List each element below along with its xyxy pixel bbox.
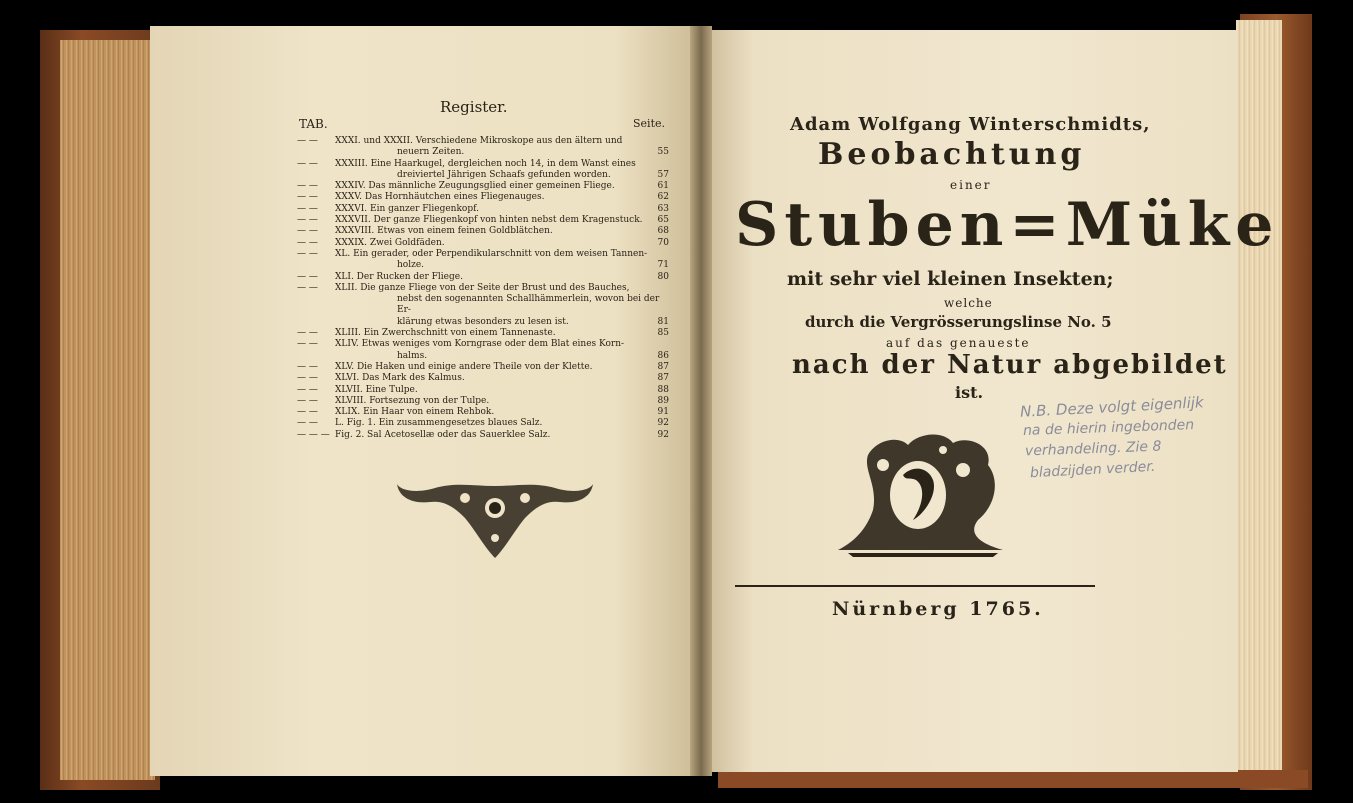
- entry-dash: — —: [297, 248, 318, 259]
- entry-page-number: 80: [657, 271, 669, 282]
- entry-text: XLV. Die Haken und einige andere Theile von der Klette.: [335, 361, 593, 372]
- entry-text: XXXIV. Das männliche Zeugungsglied einer gemeinen Fliege.: [335, 181, 615, 192]
- register-entry: [297, 159, 669, 170]
- register-entry: [297, 385, 669, 396]
- entry-dash: — —: [297, 237, 318, 248]
- entry-text: nebst den sogenannten Schallhämmerlein, wovon bei der Er-: [397, 294, 660, 316]
- entry-text: XXXV. Das Hornhäutchen eines Fliegenauges.: [335, 192, 545, 203]
- entry-page-number: 92: [657, 429, 669, 440]
- imprint-line: Nürnberg 1765.: [832, 598, 1044, 620]
- entry-dash: — —: [297, 192, 318, 203]
- register-entry: [297, 294, 669, 317]
- register-entry: [297, 430, 669, 441]
- entry-dash: — —: [297, 395, 318, 406]
- entry-text: XXXVIII. Etwas von einem feinen Goldblätchen.: [335, 226, 553, 237]
- entry-text: XLIV. Etwas weniges vom Korngrase oder dem Blat eines Korn-: [335, 339, 625, 350]
- entry-page-number: 89: [657, 395, 669, 406]
- entry-text: XLI. Der Rucken der Fliege.: [335, 271, 463, 282]
- register-entry: [297, 215, 669, 226]
- entry-page-number: 55: [657, 147, 669, 158]
- entry-text: halms.: [397, 350, 428, 361]
- entry-page-number: 87: [657, 373, 669, 384]
- entry-page-number: 57: [657, 169, 669, 180]
- tab-column-label: TAB.: [299, 117, 328, 131]
- entry-dash: — —: [297, 282, 318, 293]
- right-ornament-woodcut: [828, 425, 1008, 560]
- entry-text: XLII. Die ganze Fliege von der Seite der Brust und des Bauches,: [335, 282, 630, 293]
- register-entry: [297, 339, 669, 350]
- cover-bottom-edge: [718, 770, 1308, 788]
- entry-page-number: 68: [657, 226, 669, 237]
- register-entry: [297, 204, 669, 215]
- register-entry: [297, 328, 669, 339]
- entry-text: Fig. 2. Sal Acetosellæ oder das Sauerklee Salz.: [335, 429, 551, 440]
- durch-line: durch die Vergrösserungslinse No. 5: [805, 313, 1112, 331]
- register-entry: [297, 249, 669, 260]
- entry-text: klärung etwas besonders zu lesen ist.: [397, 316, 569, 327]
- entry-text: XLIII. Ein Zwerchschnitt von einem Tannenaste.: [335, 328, 556, 339]
- subtitle: mit sehr viel kleinen Insekten;: [787, 268, 1114, 290]
- entry-text: L. Fig. 1. Ein zusammengesetzes blaues Salz.: [335, 418, 543, 429]
- entry-dash: — —: [297, 373, 318, 384]
- entry-page-number: 65: [657, 215, 669, 226]
- main-title: Stuben=Müke: [735, 190, 1280, 260]
- entry-page-number: 86: [657, 350, 669, 361]
- handwritten-note-line: N.B. Deze volgt eigenlijk: [1019, 393, 1205, 421]
- entry-text: XXXVII. Der ganze Fliegenkopf von hinten nebst dem Kragenstuck.: [335, 215, 643, 226]
- entry-page-number: 62: [657, 192, 669, 203]
- page-edges-left: [60, 40, 155, 780]
- register-entry: [297, 238, 669, 249]
- entry-dash: — —: [297, 339, 318, 350]
- entry-dash: — —: [297, 226, 318, 237]
- register-heading: Register.: [440, 98, 508, 116]
- entry-dash: — —: [297, 271, 318, 282]
- register-entry: [297, 351, 669, 362]
- entry-dash: — —: [297, 136, 318, 146]
- entry-text: XXXVI. Ein ganzer Fliegenkopf.: [335, 203, 479, 214]
- register-entries: [297, 136, 669, 441]
- entry-dash: — —: [297, 328, 318, 339]
- entry-page-number: 81: [657, 316, 669, 327]
- register-entry: [297, 418, 669, 429]
- register-entry: [297, 362, 669, 373]
- entry-text: XLVIII. Fortsezung von der Tulpe.: [335, 395, 490, 406]
- handwritten-note-line: na de hierin ingebonden: [1022, 417, 1195, 439]
- register-entry: [297, 373, 669, 384]
- register-entry: [297, 407, 669, 418]
- entry-page-number: 88: [657, 384, 669, 395]
- entry-dash: — —: [297, 407, 318, 418]
- entry-text: holze.: [397, 260, 425, 271]
- entry-dash: — —: [297, 215, 318, 226]
- entry-page-number: 71: [657, 260, 669, 271]
- entry-dash: — — —: [297, 429, 330, 440]
- register-entry: [297, 317, 669, 328]
- book-gutter: [690, 26, 712, 776]
- title-line: Beobachtung: [818, 137, 1086, 172]
- register-entry: [297, 396, 669, 407]
- entry-text: XXXIX. Zwei Goldfäden.: [335, 237, 445, 248]
- entry-page-number: 87: [657, 361, 669, 372]
- title-einer: einer: [950, 178, 992, 192]
- page-column-label: Seite.: [633, 117, 665, 130]
- horizontal-rule: [735, 585, 1095, 587]
- entry-text: XXXIII. Eine Haarkugel, dergleichen noch 14, in dem Wanst eines: [335, 158, 636, 169]
- entry-page-number: 85: [657, 328, 669, 339]
- entry-text: dreiviertel Jährigen Schaafs gefunden worden.: [397, 169, 611, 180]
- welche-line: welche: [944, 296, 993, 310]
- entry-text: XXXI. und XXXII. Verschiedene Mikroskope aus den ältern und: [335, 136, 623, 146]
- entry-text: XLVI. Das Mark des Kalmus.: [335, 373, 465, 384]
- entry-page-number: 91: [657, 407, 669, 418]
- entry-page-number: 92: [657, 418, 669, 429]
- left-ornament-vignette: [395, 478, 595, 563]
- register-entry: [297, 136, 669, 147]
- entry-page-number: 70: [657, 237, 669, 248]
- register-entry: [297, 170, 669, 181]
- register-entry: [297, 226, 669, 237]
- entry-text: XLVII. Eine Tulpe.: [335, 384, 418, 395]
- register-entry: [297, 181, 669, 192]
- entry-page-number: 61: [657, 181, 669, 192]
- entry-dash: — —: [297, 418, 318, 429]
- nach-line: nach der Natur abgebildet: [792, 350, 1228, 380]
- register-entry: [297, 260, 669, 271]
- auf-line: auf das genaueste: [886, 336, 1031, 350]
- register-entry: [297, 272, 669, 283]
- entry-dash: — —: [297, 158, 318, 169]
- page-edges-right: [1236, 20, 1282, 780]
- handwritten-note-line: bladzijden verder.: [1029, 458, 1156, 482]
- handwritten-note-line: verhandeling. Zie 8: [1024, 438, 1162, 460]
- entry-dash: — —: [297, 203, 318, 214]
- register-entry: [297, 147, 669, 158]
- entry-dash: — —: [297, 181, 318, 192]
- entry-text: XLIX. Ein Haar von einem Rehbok.: [335, 407, 495, 418]
- entry-dash: — —: [297, 361, 318, 372]
- author-line: Adam Wolfgang Winterschmidts,: [790, 114, 1151, 135]
- entry-dash: — —: [297, 384, 318, 395]
- entry-text: XL. Ein gerader, oder Perpendikularschnitt von dem weisen Tannen-: [335, 248, 648, 259]
- entry-text: neuern Zeiten.: [397, 147, 465, 158]
- entry-page-number: 63: [657, 203, 669, 214]
- register-entry: [297, 192, 669, 203]
- register-entry: [297, 283, 669, 294]
- ist-line: ist.: [955, 383, 984, 402]
